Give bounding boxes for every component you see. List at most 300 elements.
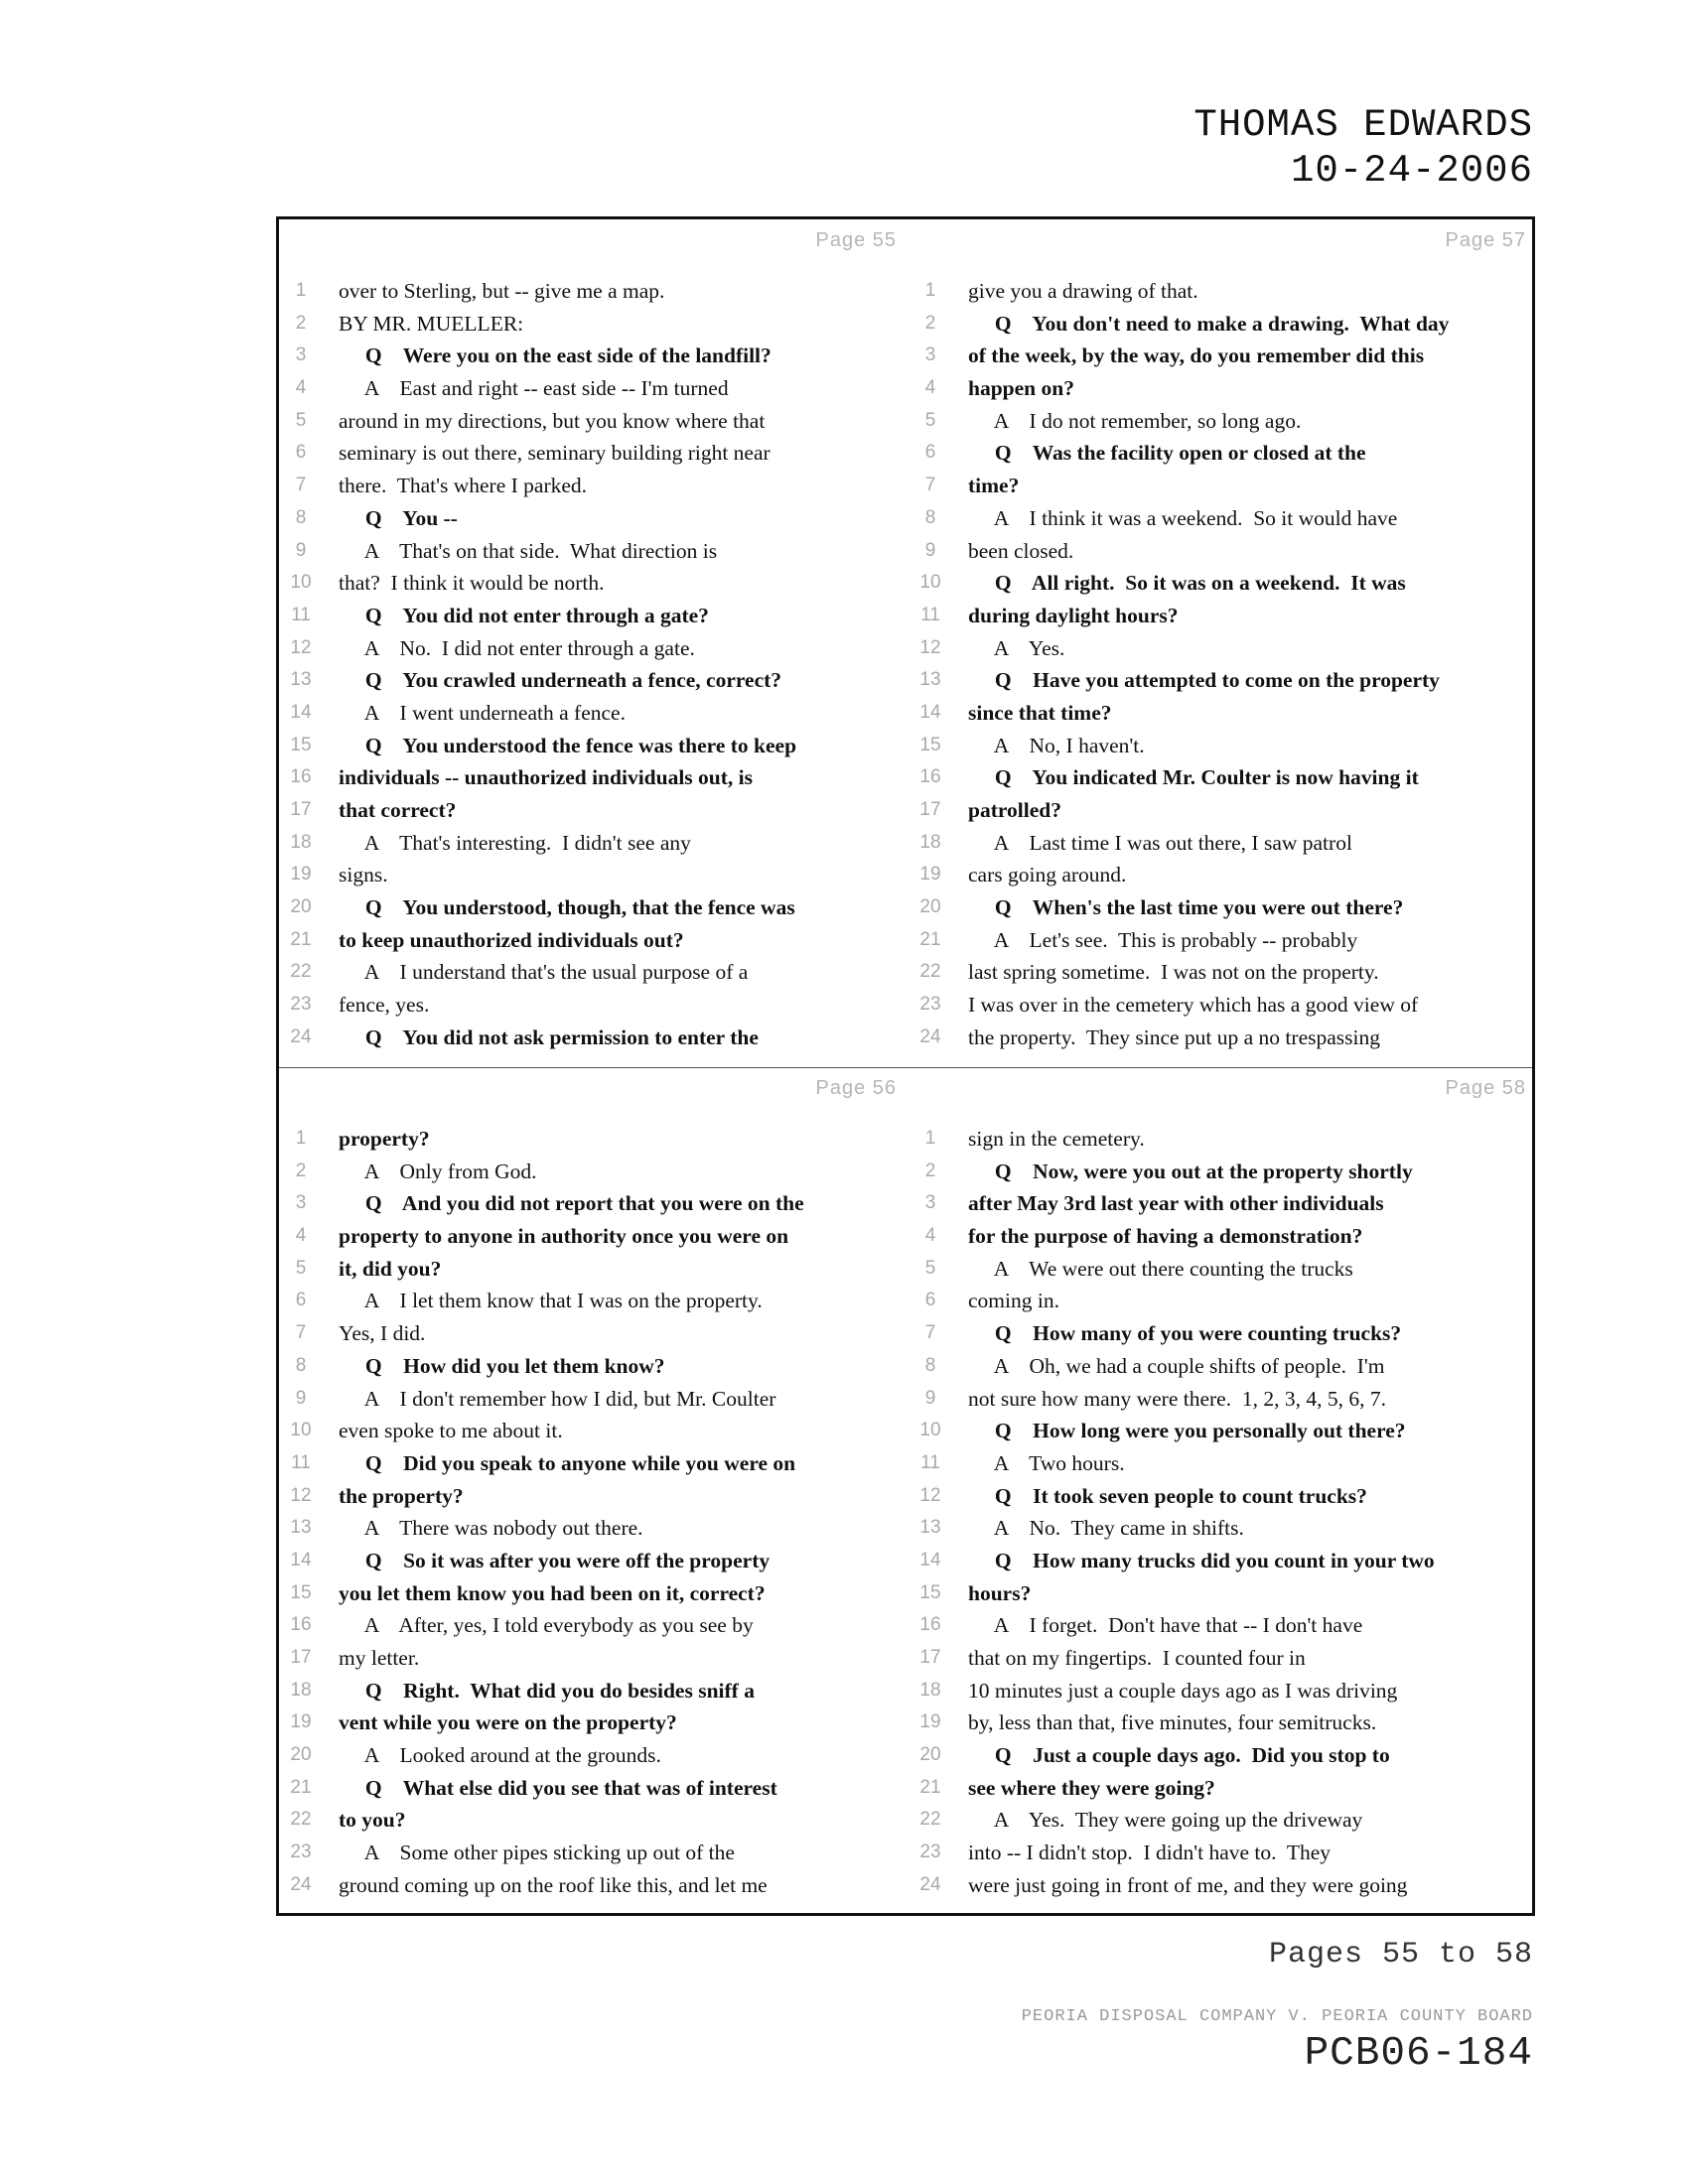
line-number: 11 [920, 1451, 940, 1473]
line-text: my letter. [339, 1646, 420, 1670]
line-text: around in my directions, but you know where that [339, 408, 766, 433]
line-text: see where they were going? [968, 1775, 1215, 1800]
line-text: been closed. [968, 538, 1074, 563]
transcript-line [909, 1545, 1538, 1577]
line-number: 14 [290, 701, 312, 723]
line-text: Q How many of you were counting trucks? [968, 1321, 1402, 1346]
line-number: 2 [924, 312, 936, 334]
line-number: 10 [290, 1420, 312, 1441]
line-text: coming in. [968, 1289, 1059, 1313]
line-text: individuals -- unauthorized individuals out, is [339, 765, 754, 790]
line-number: 20 [290, 896, 312, 918]
transcript-line [279, 989, 909, 1022]
line-number: 23 [919, 1842, 941, 1863]
page-lines [279, 275, 909, 1054]
line-number: 24 [919, 1873, 941, 1895]
transcript-line [909, 632, 1538, 665]
line-text: Q You don't need to make a drawing. What day [968, 311, 1450, 336]
line-number: 22 [290, 961, 312, 983]
transcript-line [279, 405, 909, 438]
line-text: Q You understood the fence was there to keep [339, 733, 797, 757]
page-label: Page 58 [1445, 1077, 1526, 1099]
transcript-line [909, 1285, 1538, 1317]
transcript-line [909, 1383, 1538, 1416]
line-number: 15 [919, 1581, 941, 1603]
line-number: 5 [295, 1257, 307, 1279]
transcript-line [909, 1739, 1538, 1772]
line-text: there. That's where I parked. [339, 474, 588, 498]
line-number: 8 [924, 1354, 936, 1376]
line-number: 2 [295, 312, 307, 334]
line-number: 10 [919, 1420, 941, 1441]
line-number: 13 [290, 669, 312, 691]
line-number: 5 [295, 409, 307, 431]
transcript-line [279, 632, 909, 665]
transcript-line [909, 405, 1538, 438]
transcript-line [909, 1642, 1538, 1675]
line-text: property to anyone in authority once you were on [339, 1224, 789, 1249]
line-number: 13 [919, 669, 941, 691]
transcript-line [279, 275, 909, 308]
line-text: happen on? [968, 376, 1074, 401]
line-text: A I went underneath a fence. [339, 700, 626, 725]
line-number: 2 [295, 1160, 307, 1181]
line-number: 8 [924, 506, 936, 528]
line-number: 21 [290, 1776, 312, 1798]
line-number: 1 [924, 1128, 936, 1149]
line-text: Q Just a couple days ago. Did you stop to [968, 1743, 1390, 1768]
line-number: 22 [290, 1809, 312, 1831]
line-text: Q Right. What did you do besides sniff a [339, 1678, 755, 1703]
line-number: 4 [924, 377, 936, 399]
transcript-line [909, 372, 1538, 405]
line-number: 1 [924, 280, 936, 301]
transcript-line [279, 1675, 909, 1707]
line-number: 24 [919, 1025, 941, 1047]
transcript-line [909, 924, 1538, 957]
transcript-line [279, 1187, 909, 1220]
transcript-line [279, 1480, 909, 1513]
transcript-line [279, 1415, 909, 1447]
line-number: 22 [919, 961, 941, 983]
line-number: 20 [919, 896, 941, 918]
transcript-line [909, 1350, 1538, 1383]
line-text: of the week, by the way, do you remember did this [968, 343, 1425, 368]
line-text: for the purpose of having a demonstration? [968, 1224, 1363, 1249]
transcript-line [909, 340, 1538, 372]
line-text: Q Now, were you out at the property shortly [968, 1159, 1413, 1183]
transcript-line [909, 1187, 1538, 1220]
line-text: A Let's see. This is probably -- probably [968, 927, 1358, 952]
transcript-line [909, 567, 1538, 600]
transcript-line [279, 1156, 909, 1188]
line-number: 12 [919, 1484, 941, 1506]
line-number: 20 [290, 1744, 312, 1766]
transcript-line [909, 1253, 1538, 1286]
line-number: 13 [290, 1517, 312, 1539]
line-number: 19 [290, 1711, 312, 1733]
line-number: 16 [290, 766, 312, 788]
transcript-line [279, 956, 909, 989]
line-text: the property? [339, 1483, 464, 1508]
transcript-page-55 [279, 219, 909, 1067]
transcript-line [909, 470, 1538, 502]
line-text: A That's on that side. What direction is [339, 538, 718, 563]
transcript-line [909, 1772, 1538, 1805]
line-text: vent while you were on the property? [339, 1710, 677, 1735]
line-number: 17 [290, 799, 312, 820]
line-text: that correct? [339, 798, 457, 822]
transcript-line [279, 1804, 909, 1837]
transcript-line [279, 1869, 909, 1902]
page-lines [279, 1123, 909, 1902]
line-text: A I don't remember how I did, but Mr. Coulter [339, 1386, 776, 1411]
line-text: Q How did you let them know? [339, 1353, 665, 1378]
line-number: 3 [295, 1192, 307, 1214]
line-number: 7 [295, 1322, 307, 1344]
transcript-line [909, 1804, 1538, 1837]
line-number: 2 [924, 1160, 936, 1181]
line-text: A No. They came in shifts. [968, 1516, 1244, 1541]
line-number: 15 [290, 1581, 312, 1603]
transcript-line [909, 956, 1538, 989]
line-text: A I think it was a weekend. So it would have [968, 505, 1398, 530]
line-number: 15 [919, 734, 941, 755]
line-number: 12 [919, 636, 941, 658]
line-number: 17 [290, 1647, 312, 1668]
transcript-line [909, 1317, 1538, 1350]
transcript-line [909, 1415, 1538, 1447]
line-text: give you a drawing of that. [968, 279, 1198, 303]
line-number: 13 [919, 1517, 941, 1539]
transcript-line [909, 989, 1538, 1022]
line-number: 10 [290, 572, 312, 594]
line-text: A Two hours. [968, 1450, 1125, 1475]
transcript-line [279, 1317, 909, 1350]
line-number: 12 [290, 636, 312, 658]
transcript-line [279, 664, 909, 697]
line-text: after May 3rd last year with other individuals [968, 1191, 1384, 1216]
line-text: Q You did not enter through a gate? [339, 603, 709, 627]
line-text: into -- I didn't stop. I didn't have to. They [968, 1841, 1332, 1865]
line-text: A No. I did not enter through a gate. [339, 635, 695, 660]
line-text: Q So it was after you were off the property [339, 1548, 771, 1572]
transcript-line [279, 1253, 909, 1286]
line-text: BY MR. MUELLER: [339, 311, 524, 336]
page-label: Page 57 [1445, 229, 1526, 251]
line-text: A Yes. [968, 635, 1065, 660]
line-number: 6 [295, 442, 307, 464]
line-number: 23 [290, 994, 312, 1016]
transcript-line [279, 1642, 909, 1675]
transcript-line [909, 1577, 1538, 1610]
transcript-line [279, 1123, 909, 1156]
line-number: 9 [295, 1387, 307, 1409]
transcript-line [279, 1220, 909, 1253]
line-number: 19 [290, 864, 312, 886]
line-number: 6 [924, 442, 936, 464]
line-text: 10 minutes just a couple days ago as I was driving [968, 1678, 1398, 1703]
transcript-line [279, 1609, 909, 1642]
transcript-line [909, 1869, 1538, 1902]
line-text: A Only from God. [339, 1159, 537, 1183]
line-number: 14 [290, 1549, 312, 1570]
line-text: A Some other pipes sticking up out of the [339, 1841, 735, 1865]
line-text: A Looked around at the grounds. [339, 1743, 661, 1768]
line-number: 21 [919, 928, 941, 950]
line-text: Q Have you attempted to come on the property [968, 668, 1440, 693]
transcript-line [279, 1022, 909, 1054]
line-text: Q Was the facility open or closed at the [968, 441, 1366, 466]
line-text: Q And you did not report that you were on the [339, 1191, 804, 1216]
transcript-line [909, 502, 1538, 535]
line-text: A East and right -- east side -- I'm turned [339, 376, 729, 401]
line-text: A Last time I was out there, I saw patrol [968, 830, 1352, 855]
transcript-line [909, 827, 1538, 860]
transcript-line [279, 1350, 909, 1383]
line-text: Q You did not ask permission to enter the [339, 1024, 759, 1049]
transcript-line [279, 827, 909, 860]
transcript-line [279, 437, 909, 470]
page-label: Page 56 [815, 1077, 897, 1099]
transcript-line [279, 567, 909, 600]
line-number: 11 [291, 1451, 311, 1473]
line-number: 18 [290, 1679, 312, 1701]
line-text: to keep unauthorized individuals out? [339, 927, 684, 952]
line-text: patrolled? [968, 798, 1061, 822]
transcript-line [279, 1447, 909, 1480]
line-text: since that time? [968, 700, 1112, 725]
line-number: 1 [295, 280, 307, 301]
line-text: you let them know you had been on it, correct? [339, 1580, 766, 1605]
line-number: 17 [919, 799, 941, 820]
deposition-date: 10-24-2006 [1290, 149, 1533, 193]
line-text: Q When's the last time you were out there? [968, 895, 1404, 920]
line-number: 11 [920, 604, 940, 625]
transcript-line [279, 1772, 909, 1805]
line-number: 9 [924, 539, 936, 561]
line-text: I was over in the cemetery which has a good view of [968, 993, 1419, 1018]
transcript-line [909, 308, 1538, 341]
line-number: 16 [919, 1614, 941, 1636]
page-range: Pages 55 to 58 [1268, 1938, 1533, 1972]
line-text: that on my fingertips. I counted four in [968, 1646, 1306, 1670]
line-text: A I do not remember, so long ago. [968, 408, 1302, 433]
page-label: Page 55 [815, 229, 897, 251]
line-text: seminary is out there, seminary building right near [339, 441, 771, 466]
line-text: Q All right. So it was on a weekend. It was [968, 571, 1406, 596]
line-text: were just going in front of me, and they were going [968, 1872, 1408, 1897]
transcript-line [279, 1577, 909, 1610]
line-number: 7 [295, 475, 307, 496]
line-text: it, did you? [339, 1256, 442, 1281]
transcript-line [909, 1156, 1538, 1188]
line-number: 19 [919, 864, 941, 886]
transcript-line [909, 1706, 1538, 1739]
transcript-line [909, 794, 1538, 827]
transcript-line [909, 1123, 1538, 1156]
transcript-line [909, 891, 1538, 924]
line-number: 14 [919, 1549, 941, 1570]
line-number: 17 [919, 1647, 941, 1668]
transcript-line [909, 1480, 1538, 1513]
transcript-line [909, 761, 1538, 794]
line-text: fence, yes. [339, 993, 430, 1018]
transcript-page-56 [279, 1067, 909, 1915]
line-number: 15 [290, 734, 312, 755]
transcript-line [279, 1739, 909, 1772]
transcript-frame [276, 216, 1535, 1916]
line-number: 5 [924, 1257, 936, 1279]
transcript-line [279, 697, 909, 730]
line-number: 7 [924, 1322, 936, 1344]
line-number: 8 [295, 1354, 307, 1376]
line-number: 21 [290, 928, 312, 950]
line-text: A I let them know that I was on the property. [339, 1289, 763, 1313]
line-text: Q Did you speak to anyone while you were on [339, 1450, 796, 1475]
transcript-line [909, 730, 1538, 762]
line-number: 24 [290, 1025, 312, 1047]
line-text: Q Were you on the east side of the landfill? [339, 343, 772, 368]
transcript-line [279, 730, 909, 762]
line-text: Q You indicated Mr. Coulter is now having it [968, 765, 1419, 790]
line-text: during daylight hours? [968, 603, 1179, 627]
line-text: sign in the cemetery. [968, 1127, 1145, 1151]
page-lines [909, 275, 1538, 1054]
transcript-line [279, 761, 909, 794]
transcript-line [279, 340, 909, 372]
line-text: Q You understood, though, that the fence was [339, 895, 795, 920]
line-text: Q How long were you personally out there? [968, 1419, 1406, 1443]
transcript-line [909, 535, 1538, 568]
line-number: 16 [919, 766, 941, 788]
line-text: to you? [339, 1808, 406, 1833]
line-number: 22 [919, 1809, 941, 1831]
transcript-line [279, 372, 909, 405]
line-text: ground coming up on the roof like this, and let me [339, 1872, 768, 1897]
transcript-line [279, 308, 909, 341]
transcript-line [909, 1837, 1538, 1869]
line-text: last spring sometime. I was not on the property. [968, 960, 1379, 985]
line-text: Q You crawled underneath a fence, correct? [339, 668, 782, 693]
line-text: A That's interesting. I didn't see any [339, 830, 691, 855]
line-text: hours? [968, 1580, 1032, 1605]
line-number: 18 [290, 831, 312, 853]
transcript-line [909, 1512, 1538, 1545]
transcript-line [909, 859, 1538, 891]
transcript-line [279, 1512, 909, 1545]
line-text: property? [339, 1127, 430, 1151]
line-text: that? I think it would be north. [339, 571, 605, 596]
line-number: 8 [295, 506, 307, 528]
line-number: 9 [924, 1387, 936, 1409]
line-number: 3 [295, 344, 307, 366]
docket-number: PCB06-184 [1304, 2031, 1533, 2077]
transcript-line [909, 275, 1538, 308]
transcript-line [909, 664, 1538, 697]
line-text: even spoke to me about it. [339, 1419, 563, 1443]
line-text: by, less than that, five minutes, four semitrucks. [968, 1710, 1377, 1735]
line-number: 18 [919, 1679, 941, 1701]
transcript-line [279, 1545, 909, 1577]
case-caption: PEORIA DISPOSAL COMPANY V. PEORIA COUNTY BOARD [1021, 2007, 1533, 2026]
line-number: 4 [295, 1225, 307, 1247]
line-number: 24 [290, 1873, 312, 1895]
line-number: 6 [924, 1290, 936, 1311]
transcript-line [279, 891, 909, 924]
transcript-line [279, 859, 909, 891]
line-text: Q How many trucks did you count in your two [968, 1548, 1435, 1572]
line-number: 16 [290, 1614, 312, 1636]
transcript-line [909, 697, 1538, 730]
line-number: 20 [919, 1744, 941, 1766]
line-number: 4 [295, 377, 307, 399]
line-text: time? [968, 474, 1020, 498]
line-text: A Oh, we had a couple shifts of people. I'm [968, 1353, 1385, 1378]
line-text: not sure how many were there. 1, 2, 3, 4, 5, 6, 7. [968, 1386, 1386, 1411]
line-text: Q It took seven people to count trucks? [968, 1483, 1367, 1508]
line-number: 18 [919, 831, 941, 853]
transcript-line [279, 535, 909, 568]
line-number: 5 [924, 409, 936, 431]
line-text: signs. [339, 863, 388, 887]
transcript-line [279, 600, 909, 632]
line-text: A No, I haven't. [968, 733, 1145, 757]
transcript-line [279, 1285, 909, 1317]
transcript-line [909, 1220, 1538, 1253]
transcript-line [279, 794, 909, 827]
line-number: 21 [919, 1776, 941, 1798]
line-number: 7 [924, 475, 936, 496]
line-number: 11 [291, 604, 311, 625]
line-text: Yes, I did. [339, 1321, 426, 1346]
line-text: over to Sterling, but -- give me a map. [339, 279, 665, 303]
transcript-line [909, 1022, 1538, 1054]
transcript-line [909, 1675, 1538, 1707]
line-number: 3 [924, 1192, 936, 1214]
line-number: 19 [919, 1711, 941, 1733]
transcript-line [909, 1447, 1538, 1480]
line-number: 1 [295, 1128, 307, 1149]
line-number: 6 [295, 1290, 307, 1311]
transcript-line [909, 437, 1538, 470]
transcript-page-57 [909, 219, 1538, 1067]
line-text: A I understand that's the usual purpose of a [339, 960, 749, 985]
line-number: 9 [295, 539, 307, 561]
line-text: Q You -- [339, 505, 458, 530]
line-text: cars going around. [968, 863, 1127, 887]
line-text: A There was nobody out there. [339, 1516, 643, 1541]
line-text: A I forget. Don't have that -- I don't have [968, 1613, 1363, 1638]
transcript-line [909, 600, 1538, 632]
page-lines [909, 1123, 1538, 1902]
transcript-line [279, 1383, 909, 1416]
transcript-line [279, 470, 909, 502]
line-number: 23 [290, 1842, 312, 1863]
transcript-line [279, 502, 909, 535]
line-text: A We were out there counting the trucks [968, 1256, 1353, 1281]
transcript-line [909, 1609, 1538, 1642]
line-number: 12 [290, 1484, 312, 1506]
line-text: A Yes. They were going up the driveway [968, 1808, 1363, 1833]
line-number: 4 [924, 1225, 936, 1247]
line-number: 23 [919, 994, 941, 1016]
line-number: 3 [924, 344, 936, 366]
transcript-line [279, 1706, 909, 1739]
line-text: Q What else did you see that was of interest [339, 1775, 777, 1800]
line-number: 14 [919, 701, 941, 723]
witness-name: THOMAS EDWARDS [1193, 103, 1533, 147]
